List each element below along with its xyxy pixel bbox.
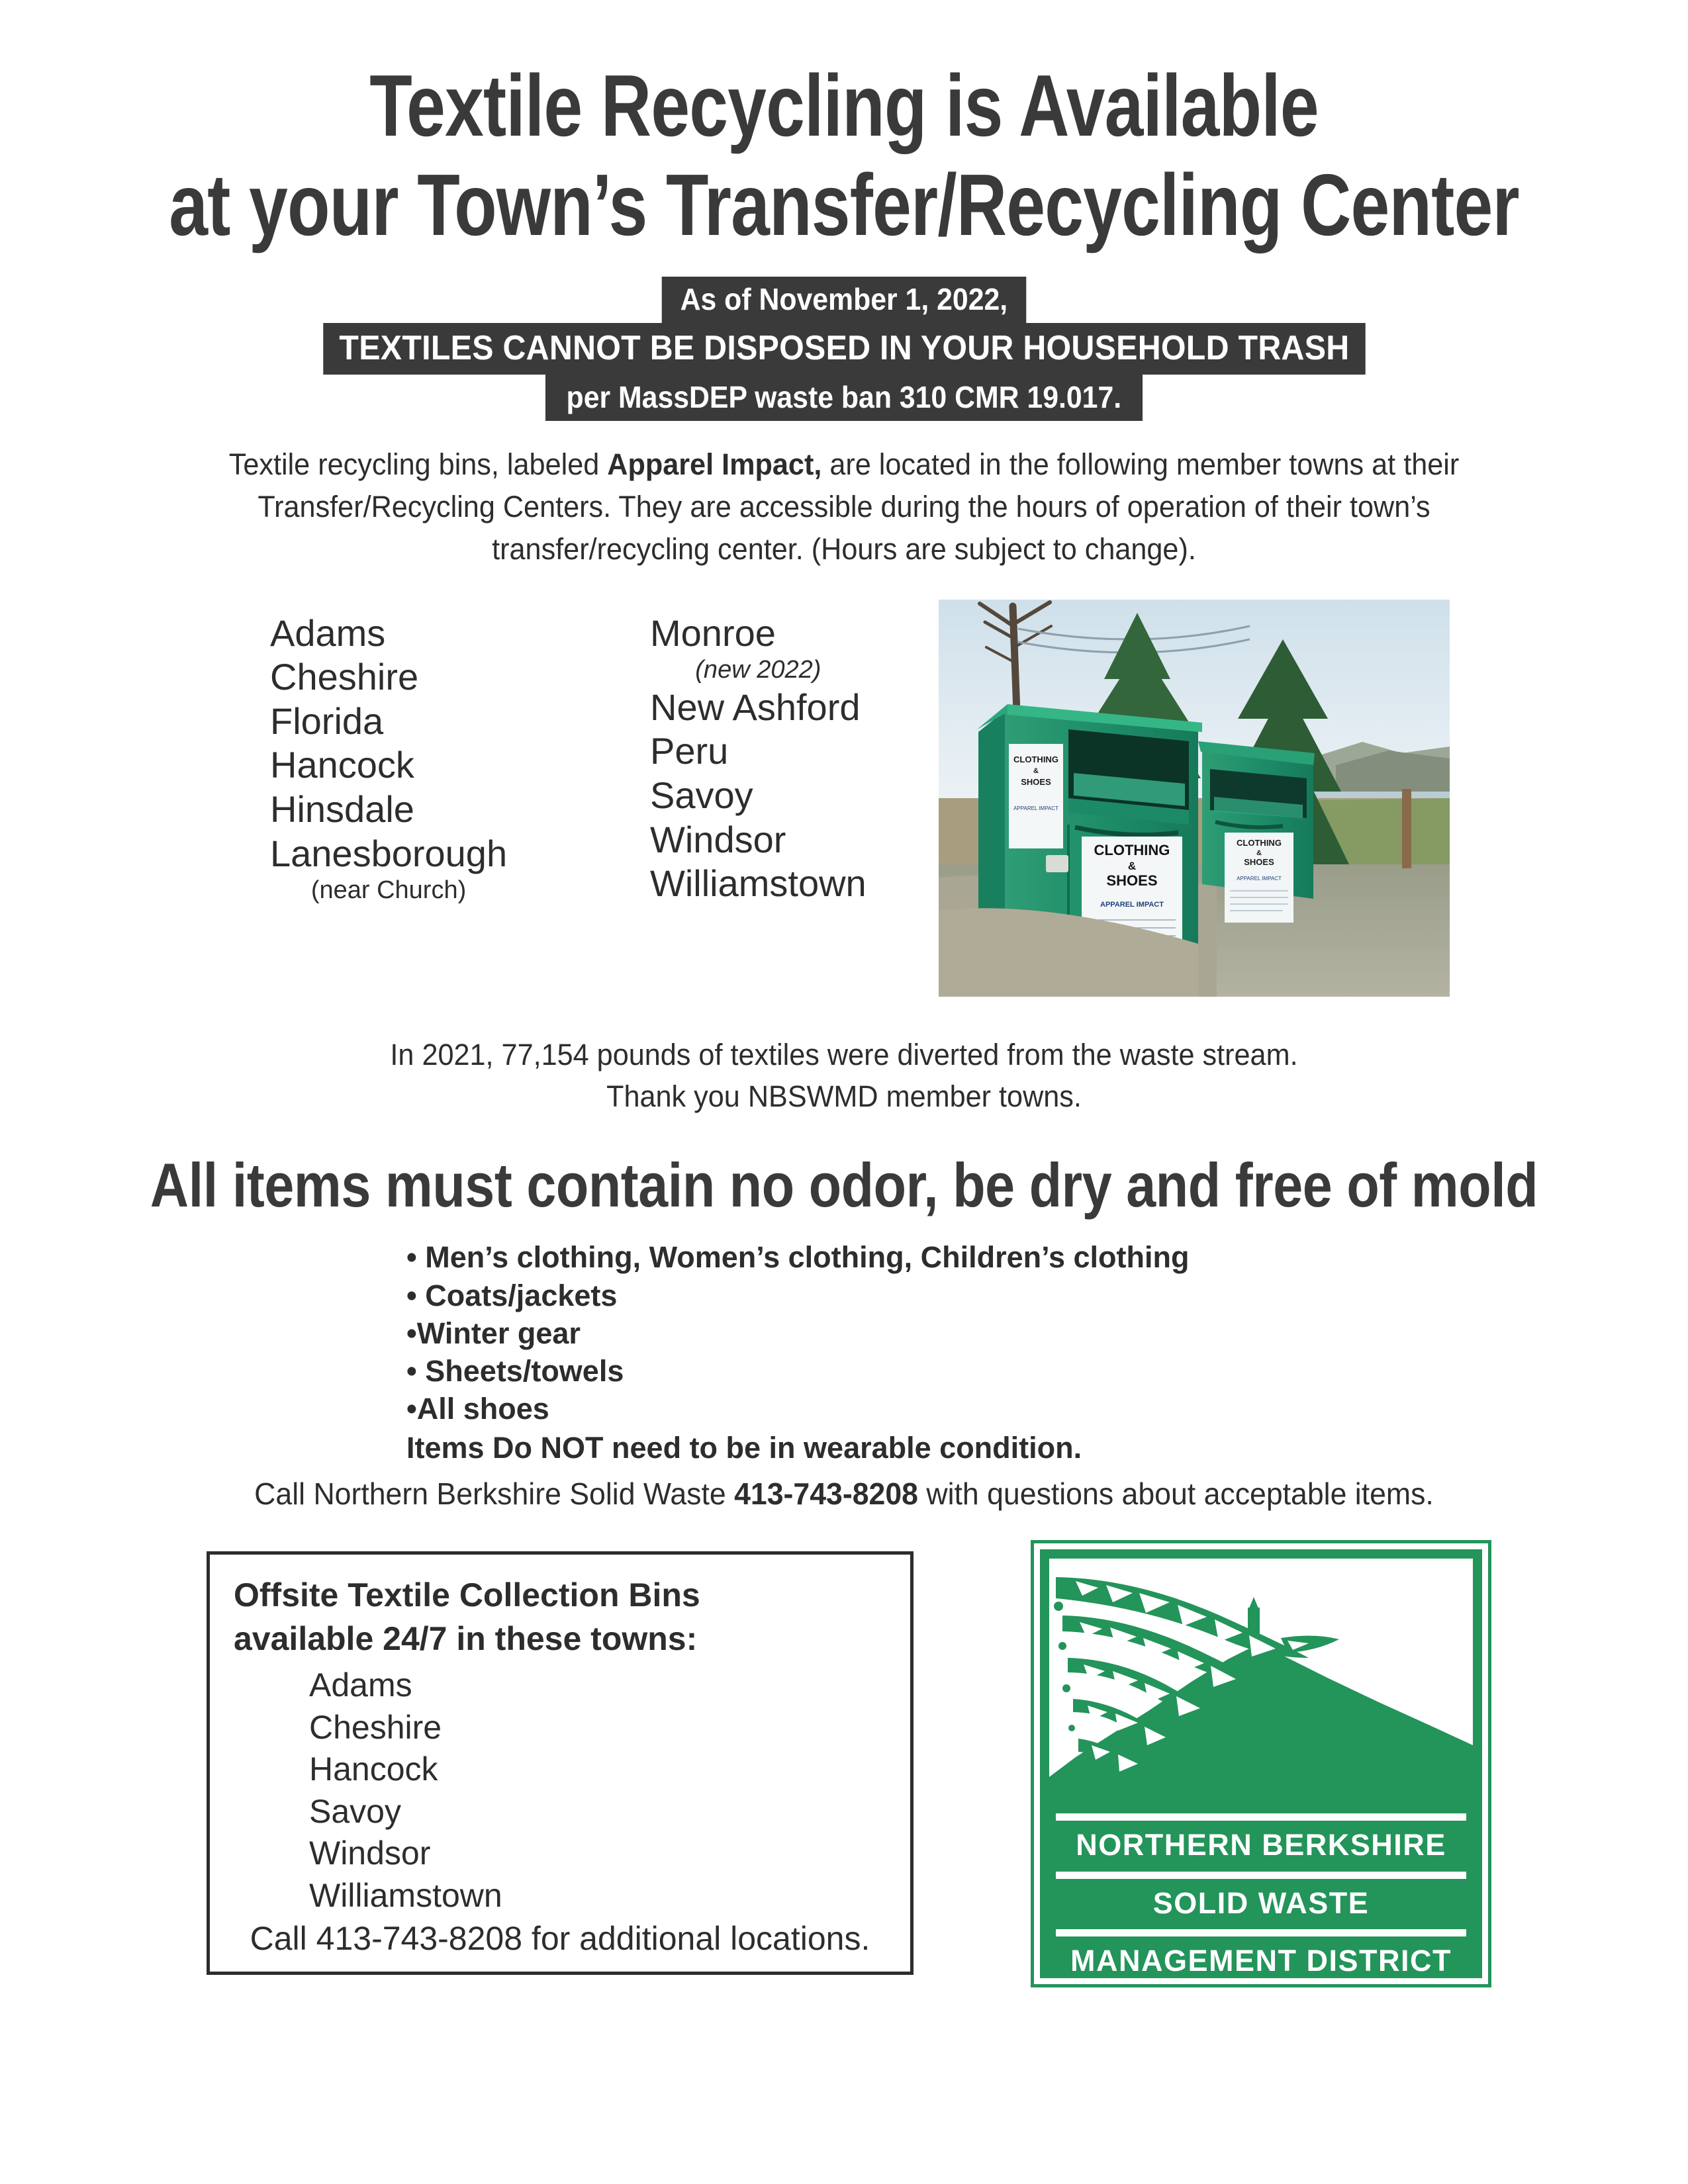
apparel-impact-label: Apparel Impact, (607, 447, 822, 481)
diversion-stats (34, 1034, 1654, 1118)
logo-divider-mid-2 (1056, 1929, 1466, 1936)
logo-line-2: SOLID WASTE (1152, 1886, 1370, 1920)
intro-part-1: Textile recycling bins, labeled (228, 447, 608, 481)
wearable-condition-note: Items Do NOT need to be in wearable condition. (406, 1431, 1082, 1465)
logo-wordmark (1049, 1813, 1473, 1994)
offsite-footer-contact: Call 413-743-8208 for additional locations. (250, 1920, 870, 1958)
questions-contact-line (25, 1476, 1663, 1512)
offsite-heading (234, 1573, 910, 1661)
list-item: Peru (650, 730, 729, 772)
list-item: •Winter gear (406, 1316, 581, 1350)
banner-regulation: per MassDEP waste ban 310 CMR 19.017. (545, 375, 1143, 421)
logo-divider-top (1056, 1813, 1466, 1821)
list-item: Williamstown (650, 862, 867, 905)
list-item: •All shoes (406, 1391, 549, 1426)
offsite-heading-line-1: Offsite Textile Collection Bins (234, 1576, 700, 1614)
mount-greylock-icon (1049, 1559, 1473, 1807)
lanesborough-location-note: (near Church) (310, 876, 467, 905)
offsite-town-list (309, 1664, 910, 1917)
logo-line-1: NORTHERN BERKSHIRE (1076, 1828, 1446, 1862)
title-line-2: at your Town’s Transfer/Recycling Center (169, 156, 1519, 253)
svg-text:CLOTHING: CLOTHING (1094, 841, 1170, 858)
town-list-left (270, 612, 507, 906)
title-line-1: Textile Recycling is Available (369, 57, 1319, 154)
banner-prohibition: TEXTILES CANNOT BE DISPOSED IN YOUR HOUSEHOLD TRASH (323, 323, 1365, 375)
logo-mountain-artwork (1049, 1559, 1473, 1807)
town-list-right (650, 612, 867, 906)
accepted-items-list (406, 1238, 1688, 1467)
list-item: • Sheets/towels (406, 1353, 624, 1388)
svg-text:CLOTHING: CLOTHING (1013, 754, 1058, 764)
list-item: Savoy (309, 1792, 401, 1830)
list-item: Hancock (309, 1751, 438, 1788)
list-item: Adams (270, 612, 386, 654)
svg-text:SHOES: SHOES (1021, 776, 1051, 787)
svg-text:&: & (1033, 766, 1039, 775)
svg-text:SHOES: SHOES (1244, 856, 1274, 867)
svg-text:&: & (1127, 859, 1137, 872)
list-item: Cheshire (270, 656, 419, 698)
footer-row (0, 1543, 1688, 1993)
page-title (0, 0, 1688, 253)
list-item: Savoy (650, 774, 753, 817)
diversion-stats-line-1: In 2021, 77,154 pounds of textiles were diverted from the waste stream. (390, 1037, 1298, 1071)
banner-effective-date: As of November 1, 2022, (662, 277, 1026, 323)
list-item: Hancock (270, 744, 414, 786)
list-item: • Men’s clothing, Women’s clothing, Children’s clothing (406, 1240, 1190, 1275)
logo-divider-bottom (1056, 1987, 1466, 1994)
condition-requirements-heading: All items must contain no odor, be dry and free of mold (150, 1150, 1538, 1220)
svg-text:APPAREL IMPACT: APPAREL IMPACT (1100, 900, 1164, 909)
clothing-bins-photo (939, 600, 1450, 997)
member-towns-and-photo (0, 593, 1688, 1030)
diversion-stats-line-2: Thank you NBSWMD member towns. (606, 1079, 1082, 1114)
list-item: Adams (309, 1666, 412, 1704)
offsite-heading-line-2: available 24/7 in these towns: (234, 1620, 698, 1658)
list-item: Hinsdale (270, 788, 414, 831)
list-item: • Coats/jackets (406, 1278, 618, 1312)
offsite-bins-box (207, 1551, 914, 1975)
logo-line-3: MANAGEMENT DISTRICT (1070, 1943, 1452, 1978)
contact-phone-number: 413-743-8208 (734, 1477, 918, 1512)
waste-ban-banner (0, 277, 1688, 421)
list-item: New Ashford (650, 686, 861, 728)
list-item: Windsor (309, 1835, 431, 1872)
list-item: Florida (270, 700, 384, 742)
list-item: Cheshire (309, 1708, 442, 1746)
svg-text:CLOTHING: CLOTHING (1237, 837, 1282, 848)
monroe-new-note: (new 2022) (695, 656, 821, 684)
list-item: Lanesborough (270, 832, 508, 874)
svg-text:&: & (1256, 848, 1262, 857)
list-item: Windsor (650, 818, 786, 860)
svg-text:APPAREL IMPACT: APPAREL IMPACT (1237, 875, 1282, 882)
nbswmd-logo (1034, 1543, 1488, 1984)
intro-paragraph (154, 443, 1533, 570)
svg-text:SHOES: SHOES (1106, 872, 1158, 889)
list-item: Williamstown (309, 1876, 502, 1914)
svg-text:APPAREL IMPACT: APPAREL IMPACT (1013, 805, 1058, 811)
list-item: Monroe (650, 612, 776, 654)
contact-text-before: Call Northern Berkshire Solid Waste (254, 1477, 735, 1512)
intro-part-2: are located in the following member towns at their Transfer/Recycling Centers. They are accessible during the hours of operation of their town’s transfer/recycling center. (Hours are subject to change). (258, 447, 1460, 566)
bins-photo-illustration (939, 600, 1450, 997)
contact-text-after: with questions about acceptable items. (917, 1477, 1434, 1512)
logo-divider-mid-1 (1056, 1872, 1466, 1879)
